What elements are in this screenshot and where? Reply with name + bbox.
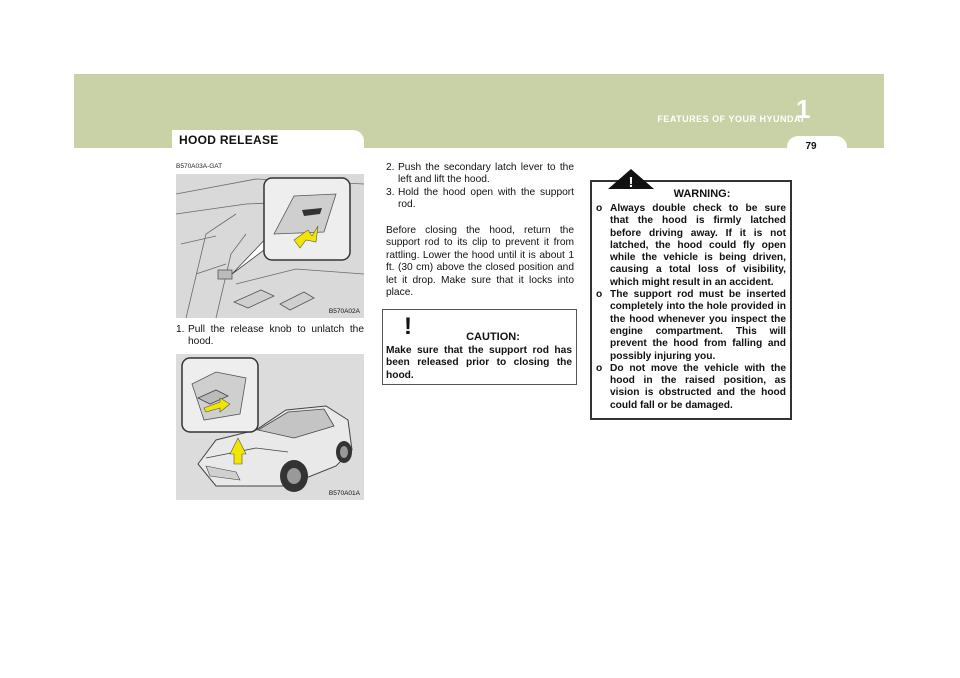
release-lever-figure xyxy=(176,174,364,318)
step-3 xyxy=(386,187,574,212)
warning-list xyxy=(592,203,786,412)
svg-text:!: ! xyxy=(404,313,412,338)
warning-box xyxy=(590,174,792,420)
section-title: HOOD RELEASE xyxy=(179,133,279,147)
warning-triangle-icon xyxy=(606,168,656,190)
svg-text:!: ! xyxy=(628,174,634,190)
warning-item-text: Do not move the vehicle with the hood in the raised position, as vision is obstructed and the hood could fall or be damaged. xyxy=(610,362,786,411)
warning-item-text: Always double check to be sure that the hood is firmly latched before driving away. If it is not latched, the hood could fly open while the vehicle is being driven, causing a total loss of visibility, which might result in an accident. xyxy=(610,203,786,288)
caution-box xyxy=(382,309,577,385)
step-number: 3. xyxy=(386,187,395,198)
caution-heading: CAUTION: xyxy=(466,331,520,343)
warning-item xyxy=(592,363,786,412)
step-2 xyxy=(386,162,574,187)
bullet-marker: o xyxy=(596,203,603,214)
section-code: B570A03A-GAT xyxy=(176,163,223,170)
bullet-marker: o xyxy=(596,289,603,301)
step-text: Pull the release knob to unlatch the hood. xyxy=(188,324,364,348)
warning-item-text: The support rod must be inserted completely into the hole provided in the hood whenever you inspect the engine compartment. This will prevent the hood from falling and possibly injuring you. xyxy=(610,289,786,362)
car-hood-figure xyxy=(176,354,364,500)
warning-item xyxy=(592,203,786,289)
exclamation-icon xyxy=(397,312,419,338)
closing-paragraph: Before closing the hood, return the support rod to its clip to prevent it from rattling. Lower the hood until it is about 1 ft. (30 cm) above the closed position and let it drop. Make sure that it locks into place. xyxy=(386,225,574,299)
figure-label: B570A01A xyxy=(328,490,360,497)
warning-heading: WARNING: xyxy=(673,188,731,200)
warning-item xyxy=(592,289,786,363)
chapter-number: 1 xyxy=(796,94,811,124)
bullet-marker: o xyxy=(596,362,603,374)
step-1 xyxy=(176,324,364,349)
car-illustration xyxy=(176,354,364,500)
step-number: 1. xyxy=(176,324,185,335)
step-text: Push the secondary latch lever to the left and lift the hood. xyxy=(398,162,574,186)
dashboard-illustration xyxy=(176,174,364,318)
figure-label: B570A02A xyxy=(328,308,360,315)
chapter-title: FEATURES OF YOUR HYUNDAI xyxy=(657,114,804,124)
caution-text: Make sure that the support rod has been released prior to closing the hood. xyxy=(386,345,572,381)
step-text: Hold the hood open with the support rod. xyxy=(398,187,574,211)
page-number: 79 xyxy=(805,141,817,152)
step-number: 2. xyxy=(386,162,395,173)
